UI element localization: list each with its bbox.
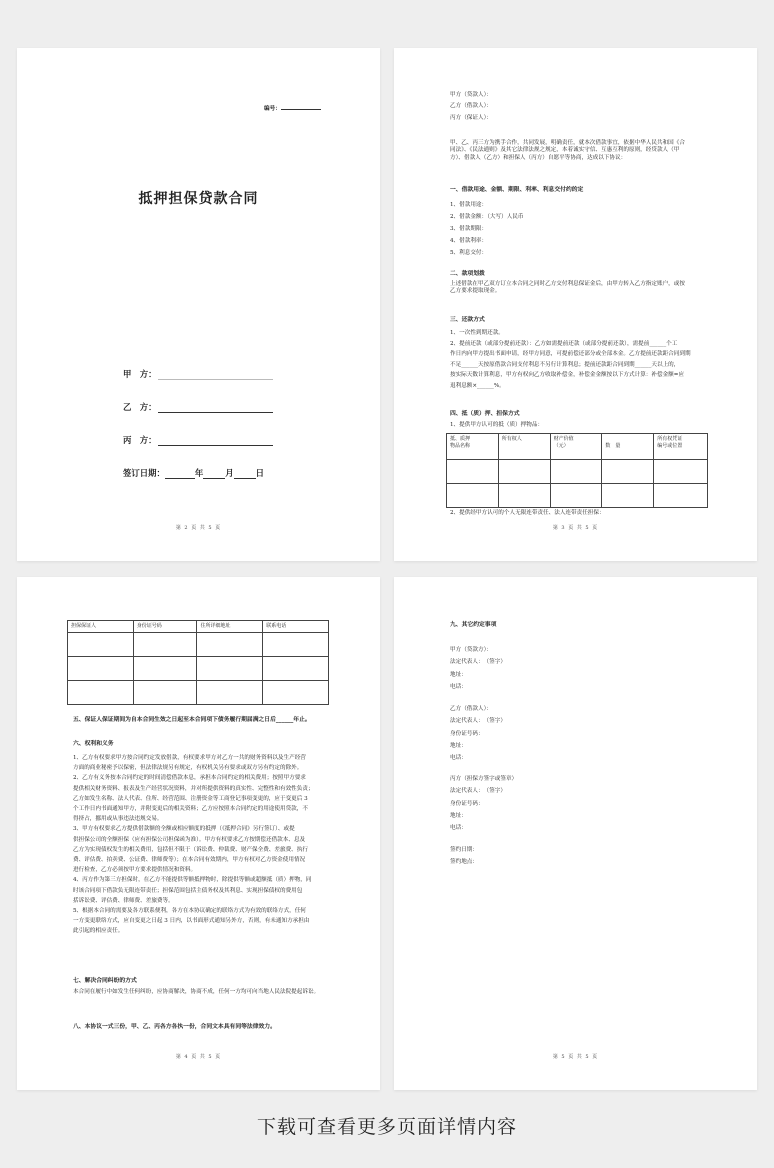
table-row — [68, 633, 329, 657]
party-b-signature-block — [450, 703, 506, 764]
party-a-label: 甲 方： — [123, 369, 157, 379]
signature-line: 丙方（担保方签字或签章） — [450, 776, 518, 782]
intro-line: 同法》、《民法通则》及其它法律法规之规定，本着诚实守信、互惠互利的原则，经贷款人（甲 — [450, 147, 680, 154]
table-header-cell: 所有权人 — [498, 434, 550, 460]
contract-page-3 — [394, 48, 757, 561]
s6-line: 乙方如发生名称、法人代表、住所、经营范围、注册资金等工商登记事项变更的，应于变更后 3 — [73, 795, 308, 802]
contract-page-4 — [17, 577, 380, 1090]
s3-line: 1、一次性到期还款。 — [450, 330, 504, 336]
section-3-title: 三、还款方式 — [450, 317, 485, 323]
section-5-title: 五、保证人保证期间为自本合同生效之日起至本合同项下债务履行期届满之日后______年止。 — [73, 717, 311, 723]
table-header-cell: 住所详细地址 — [197, 621, 263, 633]
document-title: 抵押担保贷款合同 — [138, 191, 259, 207]
s6-line: 括诉讼费、评估费、律师费、差旅费等。 — [73, 897, 174, 904]
signature-line: 电话： — [450, 755, 467, 762]
signature-line: 甲方（贷款方）： — [450, 647, 492, 653]
signature-line: 电话： — [450, 825, 467, 832]
table-header-cell: 身份证号码 — [133, 621, 197, 633]
party-b-blank — [158, 403, 273, 413]
signature-line: 法定代表人： （签字） — [450, 659, 506, 666]
party-a-signature-block — [450, 644, 506, 693]
s4-after-line: 2、提供经甲方认可的个人无限连带责任、法人连带责任担保： — [450, 510, 605, 516]
s1-item: 3、借款期限： — [450, 226, 488, 232]
s6-line: 提供相关财务资料、报表及生产经营状况资料，并对所提供资料的真实性、完整性和有效性负责； — [73, 785, 314, 792]
page-number: 第 3 页 共 5 页 — [552, 525, 599, 531]
table-header-row — [68, 621, 329, 633]
s6-line: 个工作日内书面通知甲方，并附变更后的相关资料；乙方应按照本合同约定的用途使用贷款，不 — [73, 806, 308, 813]
page-number: 第 4 页 共 5 页 — [175, 1054, 222, 1060]
s6-line: 5、根据本合同的需要及各方联系便利，各方在本协议确定的联络方式为有效的联络方式，任何 — [73, 908, 306, 915]
signature-line: 地址： — [450, 671, 467, 678]
signature-line: 签约地点： — [450, 859, 478, 866]
section-6-title: 六、权利和义务 — [73, 741, 114, 747]
number-blank — [281, 104, 321, 110]
party-b-field — [123, 401, 273, 413]
contract-cover-page — [17, 48, 380, 561]
year-label: 年 — [194, 468, 204, 478]
signature-line: 签约日期： — [450, 847, 478, 853]
party-a-field — [123, 368, 273, 380]
page-number: 第 2 页 共 5 页 — [175, 525, 222, 531]
table-row — [68, 681, 329, 705]
party-line: 乙方（借款人）： — [450, 103, 492, 110]
month-label: 月 — [225, 468, 234, 478]
table-header-cell: 担保保证人 — [68, 621, 134, 633]
number-label: 编号： — [264, 106, 281, 112]
s4-line: 1、提供甲方认可的抵（质）押物品： — [450, 422, 544, 428]
signature-line: 电话： — [450, 683, 467, 690]
day-label: 日 — [255, 468, 264, 478]
party-c-label: 丙 方： — [123, 435, 157, 445]
section-7-title: 七、解决合同纠纷的方式 — [73, 978, 137, 984]
table-row — [68, 657, 329, 681]
s1-item: 5、利息交付： — [450, 250, 488, 256]
section-6-body — [73, 753, 314, 937]
s6-line: 乙方为实现债权发生的相关费用，包括但不限于（诉讼费、仲裁费、财产保全费、差旅费、执行 — [73, 846, 308, 853]
s3-line: 不足______天按原借款合同支付利息不另行计算利息；提前还款距合同到期______天以上的， — [450, 361, 680, 368]
s1-item: 2、借款金额：（大写）人民币 — [450, 214, 524, 220]
table-header-cell: 抵、质押 物品名称 — [447, 434, 499, 460]
s6-line: 时该合同项下借款负无限连带责任；担保范围包括主债务权及其利息、实现担保债权的费用包 — [73, 887, 303, 894]
table-header-cell: 联系电话 — [263, 621, 329, 633]
contract-page-5 — [394, 577, 757, 1090]
s6-line: 此引起的相应责任。 — [73, 928, 124, 935]
section-4-title: 四、抵（质）押、担保方式 — [450, 411, 520, 417]
s3-line: 2、提前还款（或部分提前还款）：乙方如需提前还款（或部分提前还款），需提前______个工 — [450, 340, 678, 347]
signature-line: 地址： — [450, 812, 467, 819]
s7-line: 本合同在履行中如发生任何纠纷，应协商解决，协商不成，任何一方均可向当地人民法院提起诉讼。 — [73, 989, 320, 995]
s6-line: 3、甲方有权要求乙方提供借款额的全额或相应额度的抵押（《抵押合同》另行签订）、或提 — [73, 826, 295, 833]
s1-item: 4、借款利率： — [450, 238, 488, 244]
guarantor-table — [67, 620, 329, 705]
s6-line: 2、乙方有义务按本合同约定的时间清偿借款本息，承担本合同约定的相关费用；按照甲方要求 — [73, 775, 306, 782]
table-header-cell: 数 量 — [602, 434, 654, 460]
section-2-title: 二、款项划拨 — [450, 271, 485, 277]
signature-line: 法定代表人： （签字） — [450, 718, 506, 725]
section-1-title: 一、借款用途、金额、期限、利率、利息交付约的定 — [450, 187, 584, 193]
table-header-cell: 所有权凭证 编号或位置 — [654, 434, 708, 460]
table-header-row — [447, 434, 708, 460]
signature-line: 地址： — [450, 742, 467, 749]
party-c-blank — [158, 436, 273, 446]
s6-line: 供担保公司的全额担保（应有担保公司担保函为准）。甲方有权要求乙方按期偿还借款本、息及 — [73, 836, 306, 843]
s3-line: 作日内向甲方提出书面申请，经甲方同意，可提前偿还部分或全部本金。乙方提前还款距合同到期 — [450, 351, 691, 357]
s6-line: 方面的商业秘密予以保密，但法律法规另有规定，有权机关另有要求或双方另有约定的除外。 — [73, 765, 303, 772]
table-row — [447, 460, 708, 484]
signature-line: 身份证号码： — [450, 730, 484, 737]
s2-line: 乙方要求提取现金。 — [450, 288, 501, 295]
s6-line: 进行检查，乙方必须按甲方要求提供情况和资料。 — [73, 867, 197, 874]
s3-line: 退利息额×______%。 — [450, 382, 505, 389]
s6-line: 得挤占，挪用或从事违法违规交易。 — [73, 816, 163, 823]
table-header-cell: 财产价值 （元） — [550, 434, 602, 460]
sign-date-block — [450, 844, 478, 869]
section-9-title: 九、其它约定事项 — [450, 622, 497, 628]
number-field — [264, 104, 321, 113]
party-c-field — [123, 434, 273, 446]
party-c-signature-block — [450, 773, 517, 834]
signature-line: 法定代表人： （签字） — [450, 788, 506, 795]
year-blank — [165, 469, 195, 479]
intro-line: 甲、乙、丙三方为携手合作，共同发展，明确责任，就本次借款事宜，依据中华人民共和国《合 — [450, 140, 685, 146]
s6-line: 一方变更联络方式，应自变更之日起 3 日内，以书面形式通知另外方，否则，有未通知方承担由 — [73, 918, 310, 925]
s2-line: 上述借款在甲乙双方订立本合同之同时乙方交付利息保证金后，由甲方转入乙方指定账户，或按 — [450, 281, 685, 287]
s6-line: 1、乙方有权要求甲方按合同约定发放借款，有权要求甲方对乙方一共的财务资料以及生产经营 — [73, 755, 306, 761]
table-row — [447, 484, 708, 508]
signature-line: 身份证号码： — [450, 800, 484, 807]
month-blank — [203, 469, 225, 479]
section-8-title: 八、本协议一式三份，甲、乙、丙各方各执一份，合同文本具有同等法律效力。 — [73, 1024, 276, 1030]
download-more-caption: 下载可查看更多页面详情内容 — [256, 1116, 517, 1138]
party-a-blank — [158, 370, 273, 380]
collateral-table — [446, 433, 708, 508]
s3-line: 按实际天数计算利息，甲方有权向乙方收取补偿金，补偿金金额按以下方式计算：补偿金额=应 — [450, 372, 685, 378]
s6-line: 4、丙方作为第三方担保时，在乙方不能提供等额抵押物时，除提供等额或超额抵（质）押物，同 — [73, 877, 312, 884]
party-b-label: 乙 方： — [123, 402, 157, 412]
day-blank — [234, 469, 256, 479]
s6-line: 费、评估费、拍卖费、公证费、律师费等）；在本合同有效期内，甲方有权对乙方资金使用情况 — [73, 857, 306, 864]
intro-line: 方）、借款人（乙方）和担保人（丙方）自愿平等协商，达成以下协议： — [450, 154, 627, 161]
sign-date-field — [123, 467, 264, 479]
party-line: 丙方（保证人）： — [450, 114, 492, 121]
sign-date-label: 签订日期： — [123, 468, 165, 478]
signature-line: 乙方（借款人）： — [450, 706, 492, 712]
page-number: 第 5 页 共 5 页 — [552, 1054, 599, 1060]
s1-item: 1、借款用途： — [450, 202, 488, 208]
party-line: 甲方（贷款人）： — [450, 92, 492, 98]
